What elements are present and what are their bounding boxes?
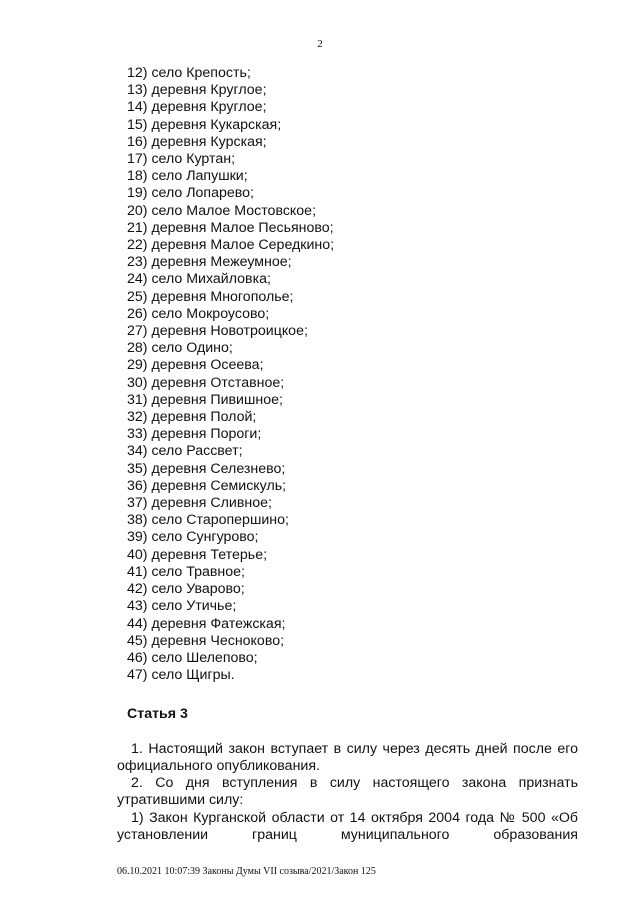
list-item: 17) село Куртан;	[127, 151, 236, 168]
list-item: 21) деревня Малое Песьяново;	[127, 219, 334, 236]
paragraph-3	[117, 810, 578, 844]
paragraph-3-text: 1) Закон Курганской области от 14 октября 2004 года № 500 «Об установлении границ муниципального образования	[117, 810, 578, 844]
list-item: 30) деревня Отставное;	[127, 374, 285, 391]
list-item: 38) село Старопершино;	[127, 512, 289, 529]
list-item: 26) село Мокроусово;	[127, 305, 270, 322]
paragraph-1-text: 1. Настоящий закон вступает в силу через десять дней после его официального опубликования.	[117, 741, 578, 775]
list-item: 32) деревня Полой;	[127, 409, 257, 426]
list-item: 18) село Лапушки;	[127, 168, 248, 185]
paragraph-2	[117, 775, 578, 809]
list-item: 14) деревня Круглое;	[127, 99, 267, 116]
list-item: 25) деревня Многополье;	[127, 288, 294, 305]
list-item: 39) село Сунгурово;	[127, 529, 259, 546]
article-heading: Статья 3	[127, 706, 188, 722]
list-item: 37) деревня Сливное;	[127, 495, 272, 512]
list-item: 24) село Михайловка;	[127, 271, 271, 288]
list-item: 29) деревня Осеева;	[127, 357, 264, 374]
list-item: 13) деревня Круглое;	[127, 82, 267, 99]
list-item: 34) село Рассвет;	[127, 443, 243, 460]
list-item: 20) село Малое Мостовское;	[127, 202, 317, 219]
list-item: 43) село Утичье;	[127, 598, 237, 615]
list-item: 22) деревня Малое Середкино;	[127, 237, 335, 254]
page-number: 2	[317, 38, 323, 50]
list-item: 15) деревня Кукарская;	[127, 116, 282, 133]
list-item: 16) деревня Курская;	[127, 133, 267, 150]
list-item: 33) деревня Пороги;	[127, 426, 262, 443]
list-item: 19) село Лопарево;	[127, 185, 254, 202]
list-item: 44) деревня Фатежская;	[127, 615, 286, 632]
list-item: 27) деревня Новотроицкое;	[127, 323, 308, 340]
list-item: 23) деревня Межеумное;	[127, 254, 292, 271]
footer-stamp: 06.10.2021 10:07:39 Законы Думы VII созыва/2021/Закон 125	[117, 866, 376, 877]
list-item: 41) село Травное;	[127, 563, 245, 580]
paragraph-1	[117, 741, 578, 775]
list-item: 28) село Одино;	[127, 340, 233, 357]
list-item: 12) село Крепость;	[127, 65, 251, 81]
list-item: 46) село Шелепово;	[127, 649, 258, 666]
list-item: 31) деревня Пивишное;	[127, 391, 283, 408]
list-item: 42) село Уварово;	[127, 581, 245, 598]
list-item: 40) деревня Тетерье;	[127, 546, 268, 563]
list-item: 36) деревня Семискуль;	[127, 477, 287, 494]
paragraph-2-text: 2. Со дня вступления в силу настоящего закона признать утратившими силу:	[117, 775, 578, 809]
list-item: 47) село Щигры.	[127, 667, 235, 684]
settlement-list	[127, 65, 334, 684]
list-item: 35) деревня Селезнево;	[127, 460, 286, 477]
list-item: 45) деревня Чесноково;	[127, 632, 285, 649]
